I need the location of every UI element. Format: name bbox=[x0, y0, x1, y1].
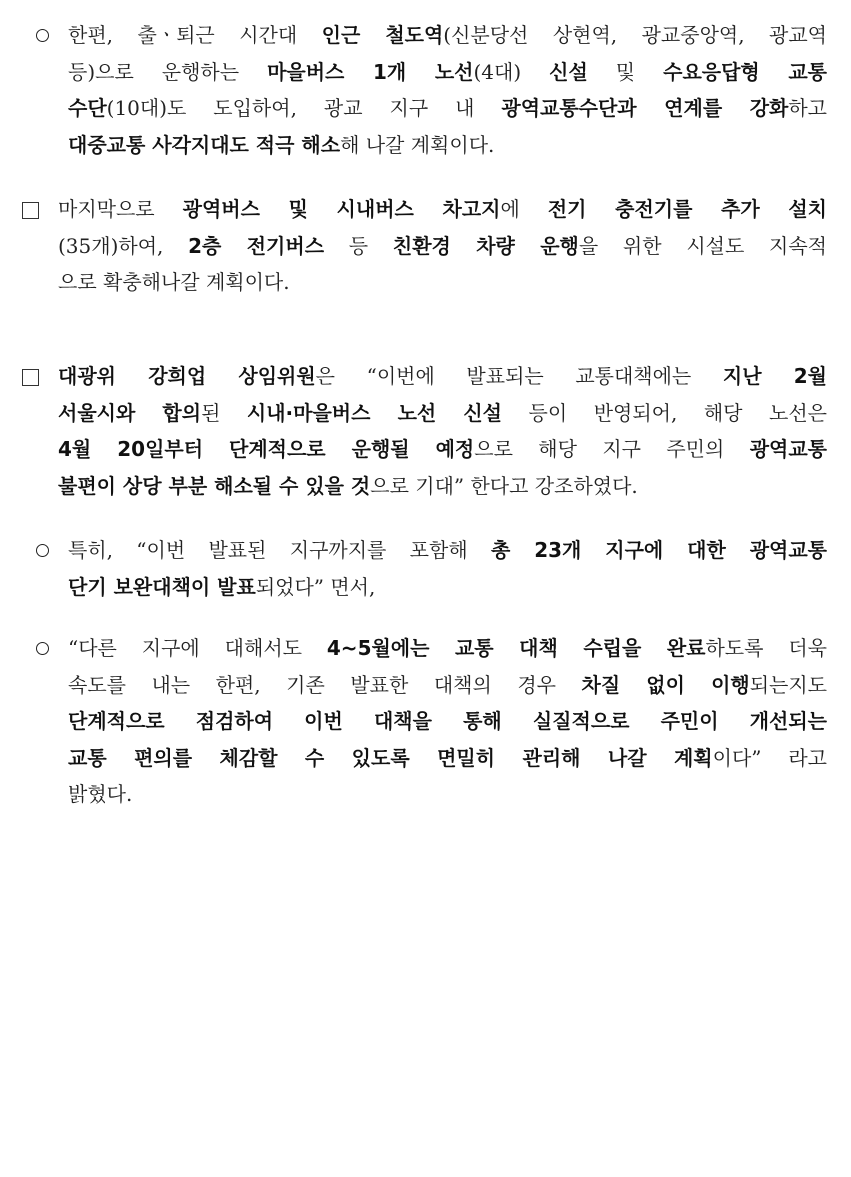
paragraph-lines bbox=[58, 358, 827, 504]
text-line bbox=[68, 54, 827, 91]
body-text: (4대) bbox=[473, 59, 550, 84]
text-line bbox=[68, 569, 827, 606]
emphasized-text: 마을버스 1개 노선 bbox=[267, 59, 474, 84]
text-line bbox=[58, 264, 827, 301]
text-line bbox=[68, 127, 827, 164]
body-text: 을 위한 시설도 지속적 bbox=[578, 233, 827, 258]
body-text: 은 “이번에 발표되는 교통대책에는 bbox=[315, 364, 723, 388]
emphasized-text: 수요응답형 교통 bbox=[663, 59, 827, 84]
paragraph-lines bbox=[68, 17, 827, 163]
body-text: 마지막으로 bbox=[58, 197, 183, 221]
body-text: 밝혔다. bbox=[68, 782, 133, 806]
text-line bbox=[58, 431, 827, 468]
body-text: “다른 지구에 대해서도 bbox=[68, 636, 327, 660]
box-bullet bbox=[22, 202, 39, 219]
emphasized-text: 단기 보완대책이 발표 bbox=[68, 574, 256, 599]
emphasized-text: 4월 20일부터 단계적으로 운행될 예정 bbox=[58, 437, 475, 461]
emphasized-text: 인근 철도역 bbox=[321, 23, 444, 47]
paragraph-lines bbox=[58, 191, 827, 301]
body-text: 에 bbox=[500, 197, 548, 221]
box-bullet bbox=[22, 369, 39, 386]
text-line bbox=[68, 667, 827, 704]
emphasized-text: 전기 충전기를 추가 설치 bbox=[547, 197, 827, 221]
circle-bullet bbox=[36, 642, 49, 655]
emphasized-text: 지난 2월 bbox=[722, 364, 827, 388]
body-text: 하도록 더욱 bbox=[705, 636, 827, 660]
emphasized-text: 불편이 상당 부분 해소될 수 있을 것 bbox=[58, 473, 371, 498]
text-line bbox=[58, 358, 827, 395]
text-line bbox=[68, 630, 827, 667]
text-line bbox=[68, 776, 827, 813]
body-text: 및 bbox=[587, 59, 664, 84]
emphasized-text: 서울시와 합의 bbox=[58, 400, 202, 425]
emphasized-text: 수단 bbox=[68, 96, 107, 120]
emphasized-text: 광역교통수단과 연계를 강화 bbox=[501, 96, 789, 120]
paragraph-lines bbox=[68, 532, 827, 605]
body-text: 등 bbox=[324, 233, 393, 258]
body-text: (10대)도 도입하여, 광교 지구 내 bbox=[106, 96, 502, 120]
circle-bullet bbox=[36, 29, 49, 42]
emphasized-text: 대중교통 사각지대도 적극 해소 bbox=[68, 132, 341, 157]
paragraph-lines bbox=[68, 630, 827, 813]
text-line bbox=[58, 191, 827, 228]
body-text: 된 bbox=[201, 400, 247, 425]
body-text: 되었다” 면서, bbox=[255, 574, 376, 599]
body-text: 하고 bbox=[788, 96, 827, 120]
body-text: 특히, “이번 발표된 지구까지를 포함해 bbox=[68, 538, 491, 562]
emphasized-text: 시내·마을버스 노선 신설 bbox=[246, 400, 502, 425]
emphasized-text: 신설 bbox=[549, 59, 588, 84]
emphasized-text: 교통 편의를 체감할 수 있도록 면밀히 관리해 나갈 계획 bbox=[68, 745, 713, 770]
text-line bbox=[68, 17, 827, 54]
emphasized-text: 4~5월에는 교통 대책 수립을 완료 bbox=[326, 636, 706, 660]
emphasized-text: 차질 없이 이행 bbox=[581, 672, 750, 697]
body-text: (신분당선 상현역, 광교중앙역, 광교역 bbox=[443, 23, 827, 47]
body-text: 으로 확충해나갈 계획이다. bbox=[58, 270, 290, 294]
emphasized-text: 총 23개 지구에 대한 광역교통 bbox=[490, 538, 827, 562]
text-line bbox=[68, 90, 827, 127]
text-line bbox=[58, 468, 827, 505]
text-line bbox=[68, 703, 827, 740]
emphasized-text: 광역교통 bbox=[749, 437, 827, 461]
circle-bullet bbox=[36, 544, 49, 557]
emphasized-text: 친환경 차량 운행 bbox=[392, 233, 579, 258]
body-text: 한편, 출ㆍ퇴근 시간대 bbox=[68, 23, 322, 47]
body-text: 이다” 라고 bbox=[712, 745, 827, 770]
body-text: 으로 해당 지구 주민의 bbox=[474, 437, 750, 461]
text-line bbox=[68, 740, 827, 777]
emphasized-text: 단계적으로 점검하여 이번 대책을 통해 실질적으로 주민이 개선되는 bbox=[68, 709, 827, 733]
text-line bbox=[58, 395, 827, 432]
body-text: 되는지도 bbox=[749, 672, 827, 697]
emphasized-text: 광역버스 및 시내버스 차고지 bbox=[182, 197, 501, 221]
body-text: 등)으로 운행하는 bbox=[68, 59, 268, 84]
body-text: 등이 반영되어, 해당 노선은 bbox=[502, 400, 827, 425]
emphasized-text: 2층 전기버스 bbox=[188, 233, 325, 258]
emphasized-text: 대광위 강희업 상임위원 bbox=[58, 364, 316, 388]
body-text: 으로 기대” 한다고 강조하였다. bbox=[370, 473, 638, 498]
body-text: 해 나갈 계획이다. bbox=[340, 132, 495, 157]
body-text: (35개)하여, bbox=[58, 233, 189, 258]
body-text: 속도를 내는 한편, 기존 발표한 대책의 경우 bbox=[68, 672, 582, 697]
text-line bbox=[68, 532, 827, 569]
text-line bbox=[58, 228, 827, 265]
